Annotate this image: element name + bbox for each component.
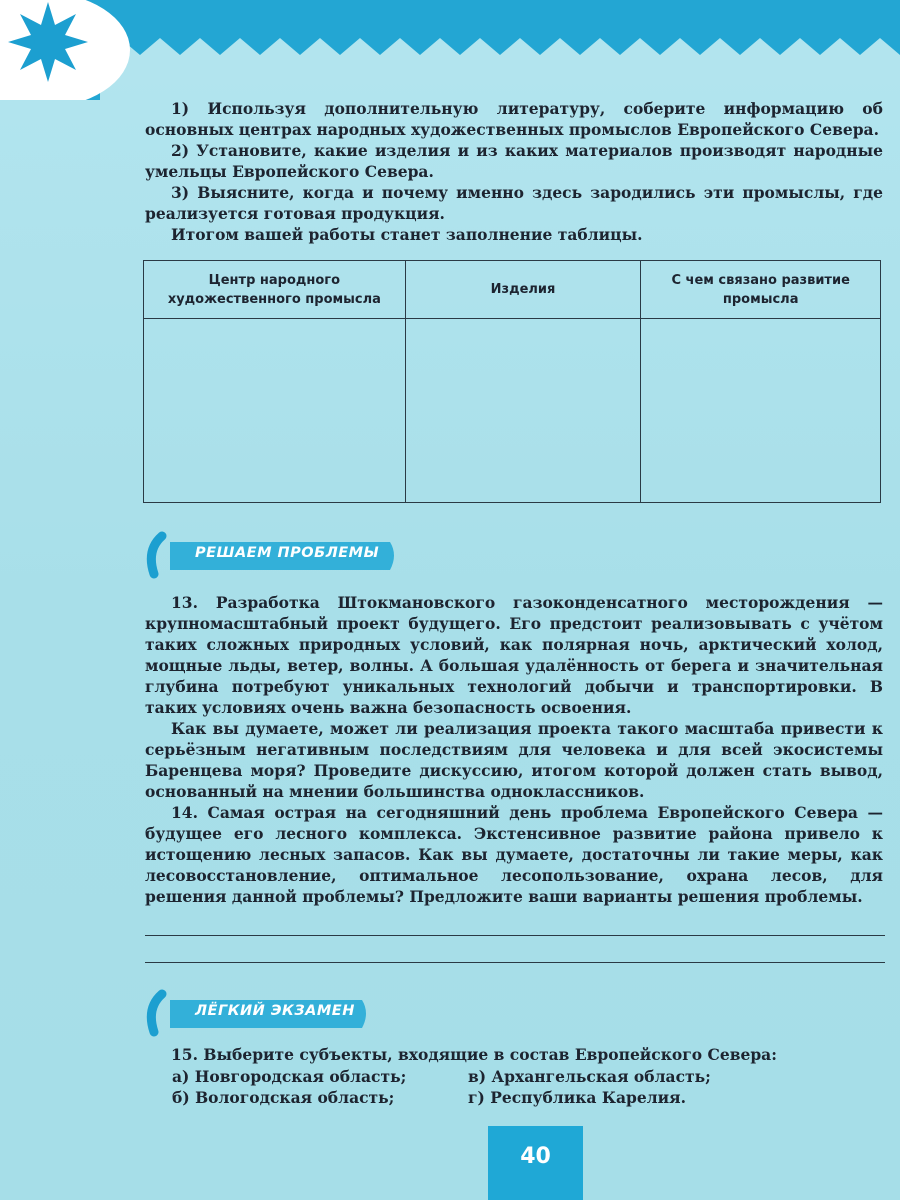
option-a[interactable]: а) Новгородская область; [172,1067,407,1086]
question-15-number: 15. [171,1045,198,1064]
page-number-box [488,1126,583,1200]
table-header-development: С чем связано развитие промысла [641,261,881,319]
star-burst-icon [8,2,88,82]
task-1: 1) Используя дополнительную литературу, соберите информацию об основных центрах народных художественных промыслов Европейского Севера. [145,99,883,139]
problems-block [145,592,883,907]
section-title-exam: ЛЁГКИЙ ЭКЗАМЕН [195,1003,355,1019]
table-header-products: Изделия [405,261,641,319]
section-banner-problems [140,530,400,580]
table-cell-empty[interactable] [641,319,881,503]
section-title-problems: РЕШАЕМ ПРОБЛЕМЫ [195,545,380,561]
question-13-discussion: Как вы думаете, может ли реализация проекта такого масштаба привести к серьёзным негативным последствиям для человека и для всей экосистемы Баренцева моря? Проведите дискуссию, итогом которой должен стать вывод, основанный на мнении большинства одноклассников. [145,719,883,801]
task-summary: Итогом вашей работы станет заполнение таблицы. [171,225,643,244]
answer-line[interactable] [145,962,885,963]
task-3: 3) Выясните, когда и почему именно здесь зародились эти промыслы, где реализуется готовая продукция. [145,183,883,223]
page-number: 40 [520,1144,551,1169]
header-decoration [0,0,900,100]
question-15-text: Выберите субъекты, входящие в состав Европейского Севера: [203,1045,777,1064]
question-13-text: Разработка Штокмановского газоконденсатного месторождения — крупномасштабный проект будущего. Его предстоит реализовывать с учётом таких сложных природных условий, как полярная ночь, арктический холод, мощные льды, ветер, волны. А большая удалённость от берега и значительная глубина потребуют уникальных технологий добычи и транспортировки. В таких условиях очень важна безопасность освоения. [145,593,883,717]
answer-line[interactable] [145,935,885,936]
table-cell-empty[interactable] [144,319,406,503]
task-2: 2) Установите, какие изделия и из каких материалов производят народные умельцы Европейского Севера. [145,141,883,181]
tasks-block [145,98,883,245]
question-13 [145,592,883,718]
question-14-text: Самая острая на сегодняшний день проблема Европейского Севера — будущее его лесного комплекса. Экстенсивное развитие района привело к истощению лесных запасов. Как вы думаете, достаточны ли такие меры, как лесовосстановление, оптимальное лесопользование, охрана лесов, для решения данной проблемы? Предложите ваши варианты решения проблемы. [145,803,883,906]
option-b[interactable]: б) Вологодская область; [172,1088,395,1107]
table-header-center: Центр народного художественного промысла [144,261,406,319]
fill-in-table [143,260,881,503]
question-13-number: 13. [171,593,198,612]
table-cell-empty[interactable] [405,319,641,503]
option-v[interactable]: в) Архангельская область; [468,1067,711,1086]
question-14 [145,802,883,907]
question-15 [145,1044,883,1065]
question-14-number: 14. [171,803,198,822]
section-banner-exam [140,988,370,1038]
option-g[interactable]: г) Республика Карелия. [468,1088,686,1107]
